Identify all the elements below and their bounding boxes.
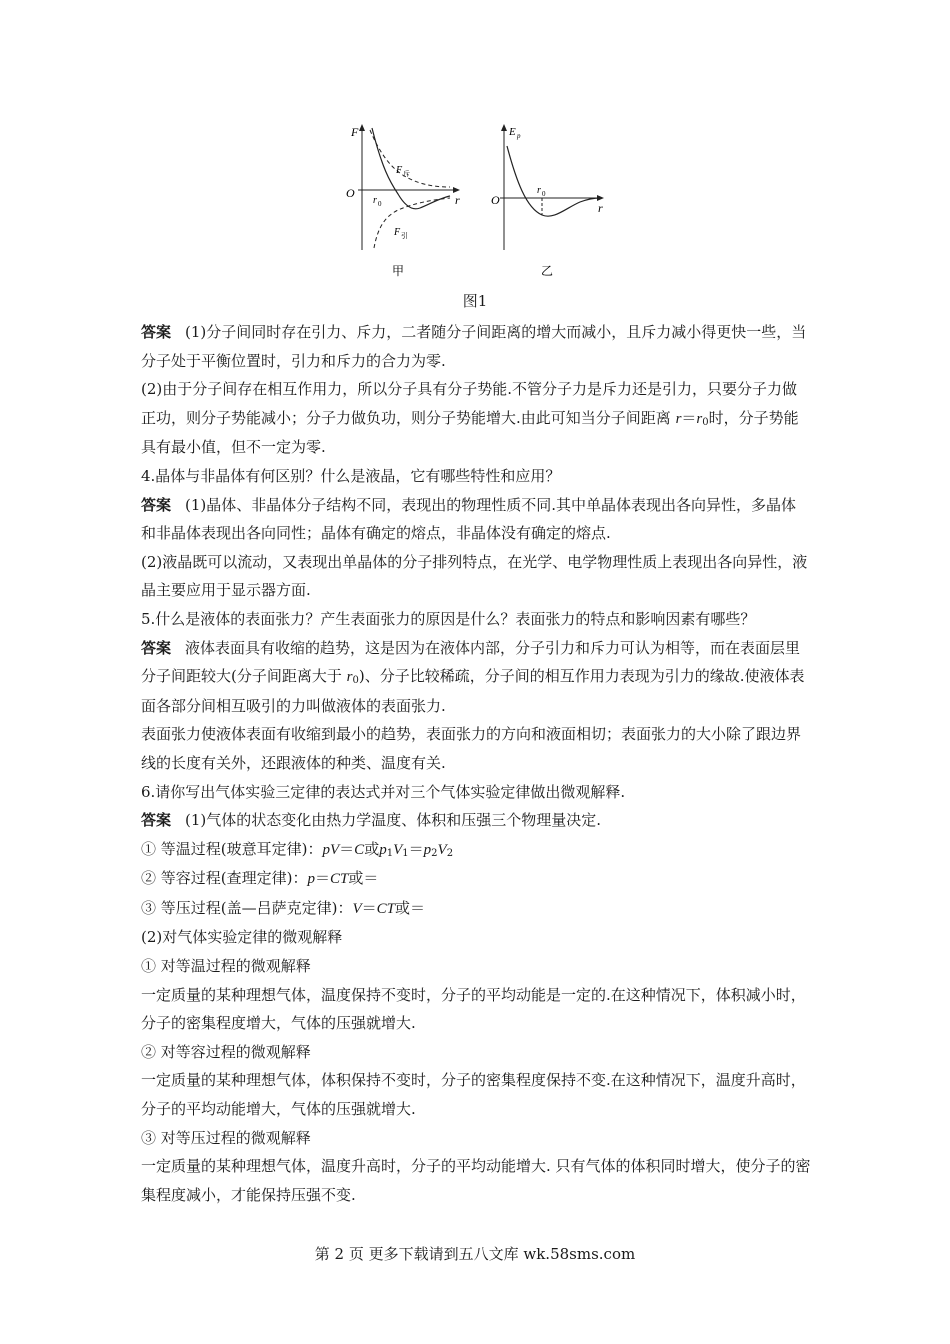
energy-y-arrow — [501, 124, 507, 131]
energy-y-label: E — [509, 126, 516, 138]
v1-symbol: V — [393, 841, 403, 858]
p-symbol: p — [307, 871, 315, 888]
answer-5-text-a: 液体表面具有收缩的趋势，这是因为在液体内部，分子引力和斥力可认为相等，而在表面层里分子间距较大(分子间距离大于 — [141, 638, 801, 686]
energy-r0-sub: 0 — [542, 190, 546, 198]
force-y-label: F — [351, 125, 359, 139]
micro-3-title: ③ 对等压过程的微观解释 — [141, 1128, 311, 1147]
page-footer: 第 2 页 更多下载请到五八文库 wk.58sms.com — [314, 1245, 636, 1263]
force-y-arrow — [359, 124, 365, 131]
r-symbol: r — [675, 410, 682, 427]
law-isobaric — [141, 894, 811, 924]
answer-label: 答案 — [141, 495, 172, 514]
figure-diagrams — [330, 118, 630, 288]
answer-2-text-b: 时，分子势能具有最小值，但不一定为零. — [141, 408, 799, 457]
molecular-force-figure — [330, 118, 630, 318]
p1-symbol: p — [379, 841, 387, 858]
pv-symbol: pV — [322, 841, 340, 858]
equals-sign: ＝ — [314, 869, 330, 888]
v-symbol: V — [352, 900, 362, 917]
attractive-sub: 引 — [401, 232, 408, 240]
equals-sign: ＝ — [681, 408, 697, 427]
ct-symbol: CT — [330, 871, 349, 888]
law-2-label: ② 等容过程(查理定律)： — [141, 869, 308, 888]
force-plot-caption: 甲 — [392, 264, 405, 278]
v2-symbol: V — [437, 841, 447, 858]
p2-symbol: p — [423, 841, 432, 858]
answer-4-1 — [141, 491, 811, 548]
answer-6-2: (2)对气体实验定律的微观解释 — [141, 928, 343, 947]
micro-2-text: 一定质量的某种理想气体，体积保持不变时，分子的密集程度保持不变.在这种情况下，温度升高时，分子的平均动能增大，气体的压强就增大. — [141, 1071, 806, 1119]
attractive-label: F — [394, 227, 401, 238]
equals-sign: ＝ — [408, 839, 424, 858]
micro-2-title: ② 对等容过程的微观解释 — [141, 1042, 311, 1061]
repulsive-sub: 斥 — [403, 170, 410, 178]
equals-sign: ＝ — [339, 839, 355, 858]
answer-1 — [141, 318, 811, 375]
answer-2 — [141, 375, 811, 462]
answer-1-text: (1)分子间同时存在引力、斥力，二者随分子间距离的增大而减小，且斥力减小得更快一些，当分子处于平衡位置时，引力和斥力的合力为零. — [141, 323, 807, 370]
answer-label: 答案 — [141, 811, 172, 830]
force-plot — [346, 124, 460, 250]
potential-energy-curve — [507, 146, 600, 216]
v2-subscript: 2 — [446, 847, 454, 859]
answer-5-1 — [141, 634, 811, 721]
potential-energy-plot — [491, 124, 604, 250]
main-content — [141, 318, 811, 1209]
energy-x-label: r — [598, 201, 603, 215]
repulsive-label: F — [396, 165, 403, 176]
r0-subscript: 0 — [702, 416, 709, 428]
energy-plot-caption: 乙 — [541, 264, 554, 278]
force-r0-label: r — [373, 195, 377, 206]
energy-r0-label: r — [537, 185, 541, 196]
micro-3-text: 一定质量的某种理想气体，温度升高时，分子的平均动能增大. 只有气体的体积同时增大，使分子的密集程度减小，才能保持压强不变. — [141, 1157, 811, 1204]
energy-origin-label: O — [491, 193, 500, 207]
question-6: 6.请你写出气体实验三定律的表达式并对三个气体实验定律做出微观解释. — [141, 782, 626, 801]
p2-subscript: 2 — [431, 847, 438, 859]
equals-sign: ＝ — [361, 898, 377, 917]
answer-label: 答案 — [141, 638, 172, 657]
answer-5-2: 表面张力使液体表面有收缩到最小的趋势，表面张力的方向和液面相切；表面张力的大小除了跟边界线的长度有关外，还跟液体的种类、温度有关. — [141, 725, 802, 772]
energy-y-sub: p — [517, 132, 521, 140]
law-3-tail: 或＝ — [395, 898, 426, 917]
law-3-label: ③ 等压过程(盖—吕萨克定律)： — [141, 898, 353, 917]
answer-label: 答案 — [141, 323, 172, 341]
question-5: 5.什么是液体的表面张力？产生表面张力的原因是什么？表面张力的特点和影响因素有哪些？ — [141, 609, 756, 628]
v1-subscript: 1 — [402, 847, 409, 859]
c-symbol: C — [354, 841, 365, 858]
r0-subscript: 0 — [352, 675, 359, 687]
question-4: 4.晶体与非晶体有何区别？什么是液晶，它有哪些特性和应用？ — [141, 466, 561, 485]
ct-symbol: CT — [376, 900, 396, 917]
law-1-label: ① 等温过程(玻意耳定律)： — [141, 839, 323, 858]
p1-subscript: 1 — [386, 847, 394, 859]
force-origin-label: O — [346, 186, 355, 200]
micro-1-text: 一定质量的某种理想气体，温度保持不变时，分子的平均动能是一定的.在这种情况下，体积减小时，分子的密集程度增大，气体的压强就增大. — [141, 985, 806, 1033]
force-r0-sub: 0 — [378, 200, 382, 208]
repulsive-force-curve — [370, 130, 450, 187]
or-word: 或 — [364, 839, 380, 858]
answer-4-1-text: (1)晶体、非晶体分子结构不同，表现出的物理性质不同.其中单晶体表现出各向异性，多晶体和非晶体表现出各向同性；晶体有确定的熔点，非晶体没有确定的熔点. — [141, 495, 797, 543]
law-isochoric — [141, 864, 811, 894]
law-2-tail: 或＝ — [348, 869, 379, 888]
answer-5-text-b: )、分子比较稀疏，分子间的相互作用力表现为引力的缘故.使液体表面各部分间相互吸引的力叫做液体的表面张力. — [141, 667, 805, 715]
r0-symbol: r — [696, 410, 703, 427]
figure-caption: 图1 — [462, 292, 488, 310]
r0-symbol: r — [346, 669, 353, 686]
law-isothermal — [141, 835, 811, 865]
answer-6-1 — [141, 806, 811, 835]
net-force-curve — [372, 128, 450, 209]
attractive-force-curve — [374, 198, 450, 248]
answer-6-1-text: (1)气体的状态变化由热力学温度、体积和压强三个物理量决定. — [185, 811, 602, 830]
force-x-label: r — [455, 193, 460, 207]
answer-4-2: (2)液晶既可以流动，又表现出单晶体的分子排列特点，在光学、电学物理性质上表现出各向异性，液晶主要应用于显示器方面. — [141, 552, 808, 600]
micro-1-title: ① 对等温过程的微观解释 — [141, 957, 311, 976]
answer-2-text-a: (2)由于分子间存在相互作用力，所以分子具有分子势能.不管分子力是斥力还是引力，只要分子力做正功，则分子势能减小；分子力做负功，则分子势能增大.由此可知当分子间距离 — [141, 380, 798, 427]
